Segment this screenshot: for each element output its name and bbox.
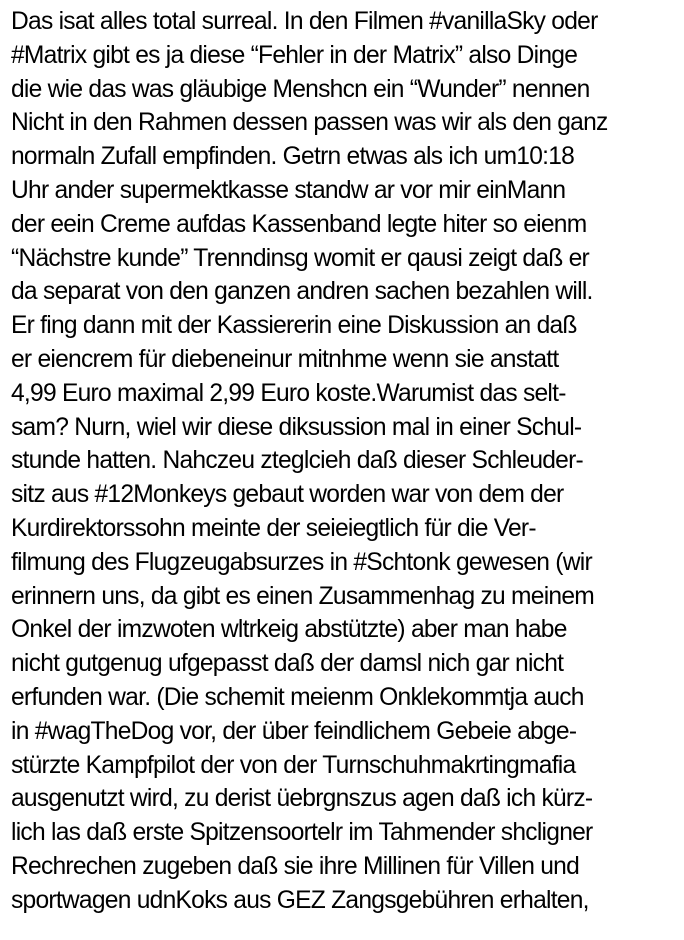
text-line: filmung des Flugzeugabsurzes in #Schtonk gewesen (wir [11,548,592,576]
text-line: ausgenutzt wird, zu derist üebrgnszus agen daß ich kürz- [11,785,593,813]
body-text [11,5,681,918]
text-line: 4,99 Euro maximal 2,99 Euro koste.Warumist das selt- [11,379,566,407]
text-line: “Nächstre kunde” Trenndinsg womit er qausi zeigt daß er [11,244,589,272]
text-line: da separat von den ganzen andren sachen bezahlen will. [11,278,593,306]
text-line: #Matrix gibt es ja diese “Fehler in der Matrix” also Dinge [11,41,578,69]
text-line: erinnern uns, da gibt es einen Zusammenhag zu meinem [11,582,595,610]
text-line: Rechrechen zugeben daß sie ihre Millinen für Villen und [11,852,580,880]
text-line: normaln Zufall empfinden. Getrn etwas als ich um10:18 [11,143,575,171]
text-line: er eiencrem für diebeneinur mitnhme wenn sie anstatt [11,345,559,373]
text-line: sitz aus #12Monkeys gebaut worden war von dem der [11,481,564,509]
text-line: lich las daß erste Spitzensoortelr im Tahmender shcligner [11,819,593,847]
text-line: erfunden war. (Die schemit meienm Onklekommtja auch [11,683,584,711]
text-line: die wie das was gläubige Menshcn ein “Wunder” nennen [11,75,590,103]
text-line: Uhr ander supermektkasse standw ar vor mir einMann [11,176,566,204]
text-line: der eein Creme aufdas Kassenband legte hiter so eienm [11,210,587,238]
text-line: Kurdirektorssohn meinte der seieiegtlich für die Ver- [11,514,536,542]
text-line: Nicht in den Rahmen dessen passen was wir als den ganz [11,109,608,137]
text-line: nicht gutgenug ufgepasst daß der damsl nich gar nicht [11,650,564,678]
text-line: sportwagen udnKoks aus GEZ Zangsgebühren erhalten, [11,886,589,914]
text-line: Er fing dann mit der Kassiererin eine Diskussion an daß [11,312,577,340]
text-line: in #wagTheDog vor, der über feindlichem Gebeie abge- [11,717,577,745]
text-line: sam? Nurn, wiel wir diese diksussion mal in einer Schul- [11,413,582,441]
text-line: Das isat alles total surreal. In den Filmen #vanillaSky oder [11,8,598,35]
text-line: stürzte Kampfpilot der von der Turnschuhmakrtingmafia [11,751,576,779]
text-line: Onkel der imzwoten wltrkeig abstützte) aber man habe [11,616,567,644]
text-line: stunde hatten. Nahczeu zteglcieh daß dieser Schleuder- [11,447,583,475]
